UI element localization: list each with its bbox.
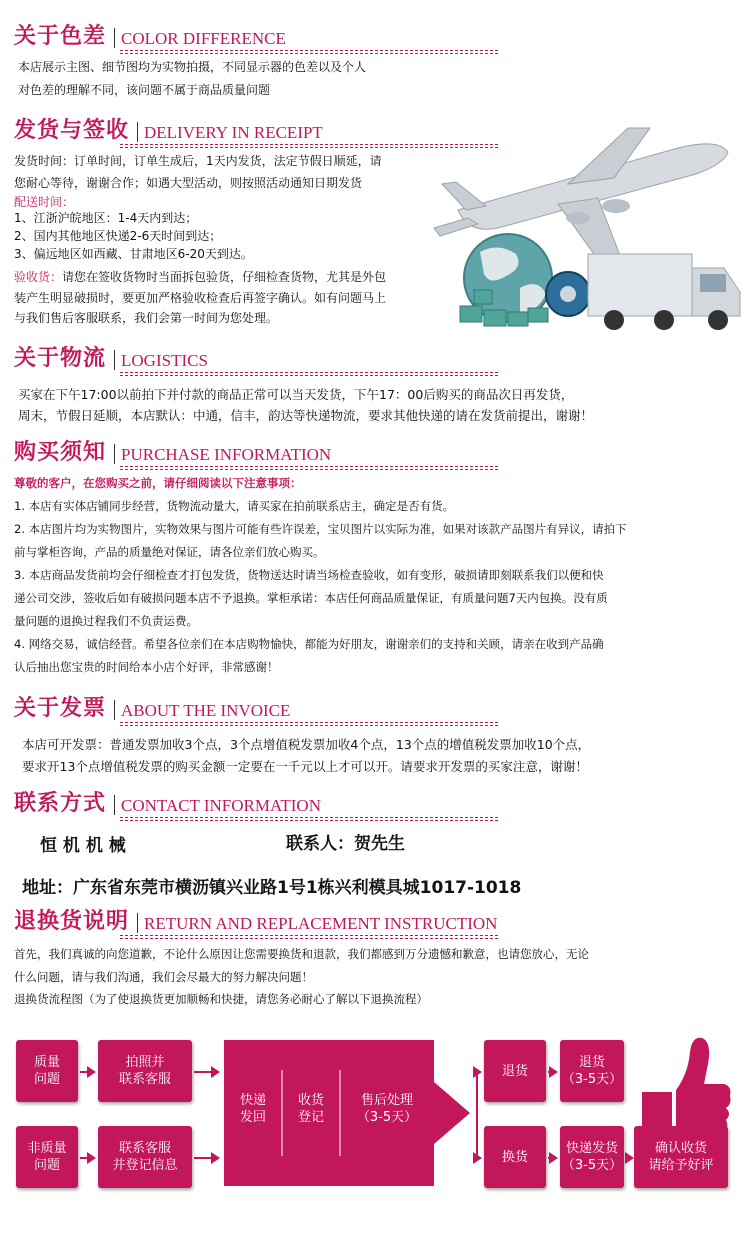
section-title: 购买须知 bbox=[14, 440, 107, 465]
divider bbox=[114, 700, 115, 720]
section-return-header bbox=[14, 909, 497, 935]
flow-arrow bbox=[476, 1157, 480, 1159]
flow-nonquality-problem bbox=[16, 1126, 78, 1188]
flow-refund-days bbox=[560, 1040, 624, 1102]
flow-arrow bbox=[80, 1071, 94, 1073]
flow-branch-line bbox=[476, 1071, 478, 1159]
flow-arrow bbox=[548, 1157, 556, 1159]
company-name: 恒 机 机 械 bbox=[40, 836, 126, 856]
paragraph-line: 认后抽出您宝贵的时间给本小店个好评，非常感谢！ bbox=[14, 660, 279, 674]
section-subtitle: ABOUT THE INVOICE bbox=[121, 701, 291, 720]
flow-text: 联系客服 bbox=[118, 1072, 171, 1087]
paragraph-line: 2. 本店图片均为实物图片，实物效果与图片可能有些许误差，宝贝图片以实际为准，如果对该款产品图片有异议，请拍下 bbox=[14, 522, 627, 536]
flow-arrow bbox=[80, 1157, 94, 1159]
flow-text: 并登记信息 bbox=[112, 1158, 178, 1173]
flow-quality-problem bbox=[16, 1040, 78, 1102]
flow-refund bbox=[484, 1040, 546, 1102]
flow-photo-contact bbox=[98, 1040, 192, 1102]
notice-line: 尊敬的客户，在您购买之前，请仔细阅读以下注意事项： bbox=[14, 476, 302, 490]
paragraph-line: 对色差的理解不同，该问题不属于商品质量问题 bbox=[18, 83, 271, 97]
section-contact-header bbox=[14, 791, 321, 817]
truck-icon bbox=[588, 254, 740, 330]
flow-text: 非质量 bbox=[27, 1141, 67, 1156]
check-text: 请您在签收货物时当面拆包验货，仔细检查货物，尤其是外包 bbox=[62, 270, 387, 284]
paragraph-line: 量问题的退换过程我们不负责运费。 bbox=[14, 614, 198, 628]
section-title: 退换货说明 bbox=[14, 909, 130, 934]
section-subtitle: DELIVERY IN RECEIPT bbox=[144, 123, 323, 142]
section-title: 关于色差 bbox=[14, 24, 107, 49]
paragraph-line: 退换货流程图（为了使退换货更加顺畅和快捷，请您务必耐心了解以下退换流程） bbox=[14, 992, 428, 1006]
divider bbox=[137, 122, 138, 142]
dashed-rule bbox=[120, 372, 498, 376]
delivery-time-label: 配送时间： bbox=[14, 195, 75, 209]
flow-text: 退货 bbox=[501, 1063, 528, 1079]
paragraph-line: 递公司交涉，签收后如有破损问题本店不予退换。掌柜承诺：本店任何商品质量保证，有质量问题7天内包换。没有质 bbox=[14, 591, 608, 605]
flow-text: 请给予好评 bbox=[648, 1158, 714, 1173]
paragraph-line: 本店可开发票：普通发票加收3个点，3个点增值税发票加收4个点，13个点的增值税发票加收10个点， bbox=[22, 737, 591, 752]
paragraph-line: 首先，我们真诚的向您道歉，不论什么原因让您需要换货和退款，我们都感到万分遗憾和歉意，也请您放心，无论 bbox=[14, 947, 589, 961]
dashed-rule bbox=[120, 935, 498, 939]
paragraph-line: 4. 网络交易，诚信经营。希望各位亲们在本店购物愉快，都能为好朋友，谢谢亲们的支持和关顾，请亲在收到产品确 bbox=[14, 637, 604, 651]
flow-text: 质量 bbox=[33, 1055, 60, 1070]
section-color-header bbox=[14, 24, 286, 50]
flow-text: 登记 bbox=[297, 1110, 324, 1125]
flow-arrow bbox=[548, 1071, 556, 1073]
section-title: 发货与签收 bbox=[14, 118, 130, 143]
paragraph-line: 您耐心等待，谢谢合作；如遇大型活动，则按照活动通知日期发货 bbox=[14, 176, 363, 190]
flow-text: 问题 bbox=[33, 1158, 60, 1173]
flow-text: 问题 bbox=[33, 1072, 60, 1087]
flow-confirm-review bbox=[634, 1126, 728, 1188]
section-delivery-header bbox=[14, 118, 323, 144]
divider bbox=[114, 350, 115, 370]
section-logistics-header bbox=[14, 346, 208, 372]
check-label: 验收货： bbox=[14, 270, 63, 284]
flow-text: （3-5天） bbox=[561, 1158, 623, 1173]
flow-text: 快递 bbox=[239, 1093, 266, 1108]
flow-arrow bbox=[626, 1157, 632, 1159]
section-title: 联系方式 bbox=[14, 791, 107, 816]
flow-receive-register bbox=[282, 1092, 340, 1126]
paragraph-line: 与我们售后客服联系，我们会第一时间为您处理。 bbox=[14, 311, 279, 325]
paragraph-line: 什么问题，请与我们沟通，我们会尽最大的努力解决问题！ bbox=[14, 970, 313, 984]
paragraph-line: 周末，节假日延顺，本店默认：中通，信丰，韵达等快递物流，要求其他快递的请在发货前提出，谢谢！ bbox=[18, 408, 594, 423]
flow-text: 售后处理 bbox=[360, 1093, 413, 1108]
flow-text: 拍照并 bbox=[125, 1055, 165, 1070]
flow-text: 发回 bbox=[239, 1110, 266, 1125]
flow-text: 快递发货 bbox=[565, 1141, 618, 1156]
flow-text: 联系客服 bbox=[118, 1141, 171, 1156]
divider bbox=[114, 28, 115, 48]
flow-text: 收货 bbox=[297, 1093, 324, 1108]
delivery-time-item: 1、江浙沪皖地区：1-4天内到达； bbox=[14, 211, 198, 225]
flow-text: （3-5天） bbox=[356, 1110, 418, 1125]
flow-text: 确认收货 bbox=[654, 1141, 707, 1156]
flow-arrow bbox=[194, 1157, 218, 1159]
section-subtitle: COLOR DIFFERENCE bbox=[121, 29, 286, 48]
flow-express-return bbox=[224, 1092, 282, 1126]
address: 地址：广东省东莞市横沥镇兴业路1号1栋兴利模具城1017-1018 bbox=[22, 878, 522, 898]
divider bbox=[114, 795, 115, 815]
dashed-rule bbox=[120, 466, 498, 470]
divider bbox=[114, 444, 115, 464]
flow-text: 退货 bbox=[578, 1055, 605, 1070]
flow-arrow bbox=[194, 1071, 218, 1073]
paragraph-line: 要求开13个点增值税发票的购买金额一定要在一千元以上才可以开。请要求开发票的买家注意，谢谢！ bbox=[22, 759, 588, 774]
flow-exchange bbox=[484, 1126, 546, 1188]
flow-aftersale bbox=[340, 1092, 434, 1126]
divider bbox=[137, 913, 138, 933]
paragraph-line: 前与掌柜咨询，产品的质量绝对保证，请各位亲们放心购买。 bbox=[14, 545, 325, 559]
section-title: 关于物流 bbox=[14, 346, 107, 371]
disc-icon bbox=[546, 272, 590, 316]
contact-person: 联系人：贺先生 bbox=[286, 834, 405, 854]
paragraph-line: 本店展示主图、细节图均为实物拍摄，不同显示器的色差以及个人 bbox=[18, 60, 367, 74]
paragraph-line: 发货时间：订单时间，订单生成后，1天内发货，法定节假日顺延，请 bbox=[14, 154, 382, 168]
section-subtitle: CONTACT INFORMATION bbox=[121, 796, 321, 815]
section-subtitle: RETURN AND REPLACEMENT INSTRUCTION bbox=[144, 914, 498, 933]
flow-text: 换货 bbox=[501, 1149, 528, 1165]
paragraph-line bbox=[14, 266, 386, 288]
paragraph-line: 买家在下午17:00以前拍下并付款的商品正常可以当天发货，下午17：00后购买的商品次日再发货， bbox=[18, 387, 574, 402]
paragraph-line: 装产生明显破损时，要更加严格验收检查后再签字确认。如有问题马上 bbox=[14, 291, 387, 305]
section-invoice-header bbox=[14, 696, 290, 722]
section-subtitle: PURCHASE INFORMATION bbox=[121, 445, 332, 464]
flow-contact-register bbox=[98, 1126, 192, 1188]
section-title: 关于发票 bbox=[14, 696, 107, 721]
section-purchase-header bbox=[14, 440, 331, 466]
dashed-rule bbox=[120, 817, 498, 821]
flow-text: （3-5天） bbox=[561, 1072, 623, 1087]
delivery-illustration bbox=[428, 118, 744, 336]
delivery-time-item: 2、国内其他地区快递2-6天时间到达； bbox=[14, 229, 222, 243]
dashed-rule bbox=[120, 722, 498, 726]
delivery-time-item: 3、偏远地区如西藏、甘肃地区6-20天到达。 bbox=[14, 247, 253, 261]
paragraph-line: 1. 本店有实体店铺同步经营，货物流动量大，请买家在拍前联系店主，确定是否有货。 bbox=[14, 499, 455, 513]
section-subtitle: LOGISTICS bbox=[121, 351, 208, 370]
flow-arrow bbox=[476, 1071, 480, 1073]
flow-express-ship bbox=[560, 1126, 624, 1188]
paragraph-line: 3. 本店商品发货前均会仔细检查才打包发货，货物送达时请当场检查验收，如有变形，破损请即刻联系我们以便和快 bbox=[14, 568, 604, 582]
dashed-rule bbox=[120, 50, 498, 54]
